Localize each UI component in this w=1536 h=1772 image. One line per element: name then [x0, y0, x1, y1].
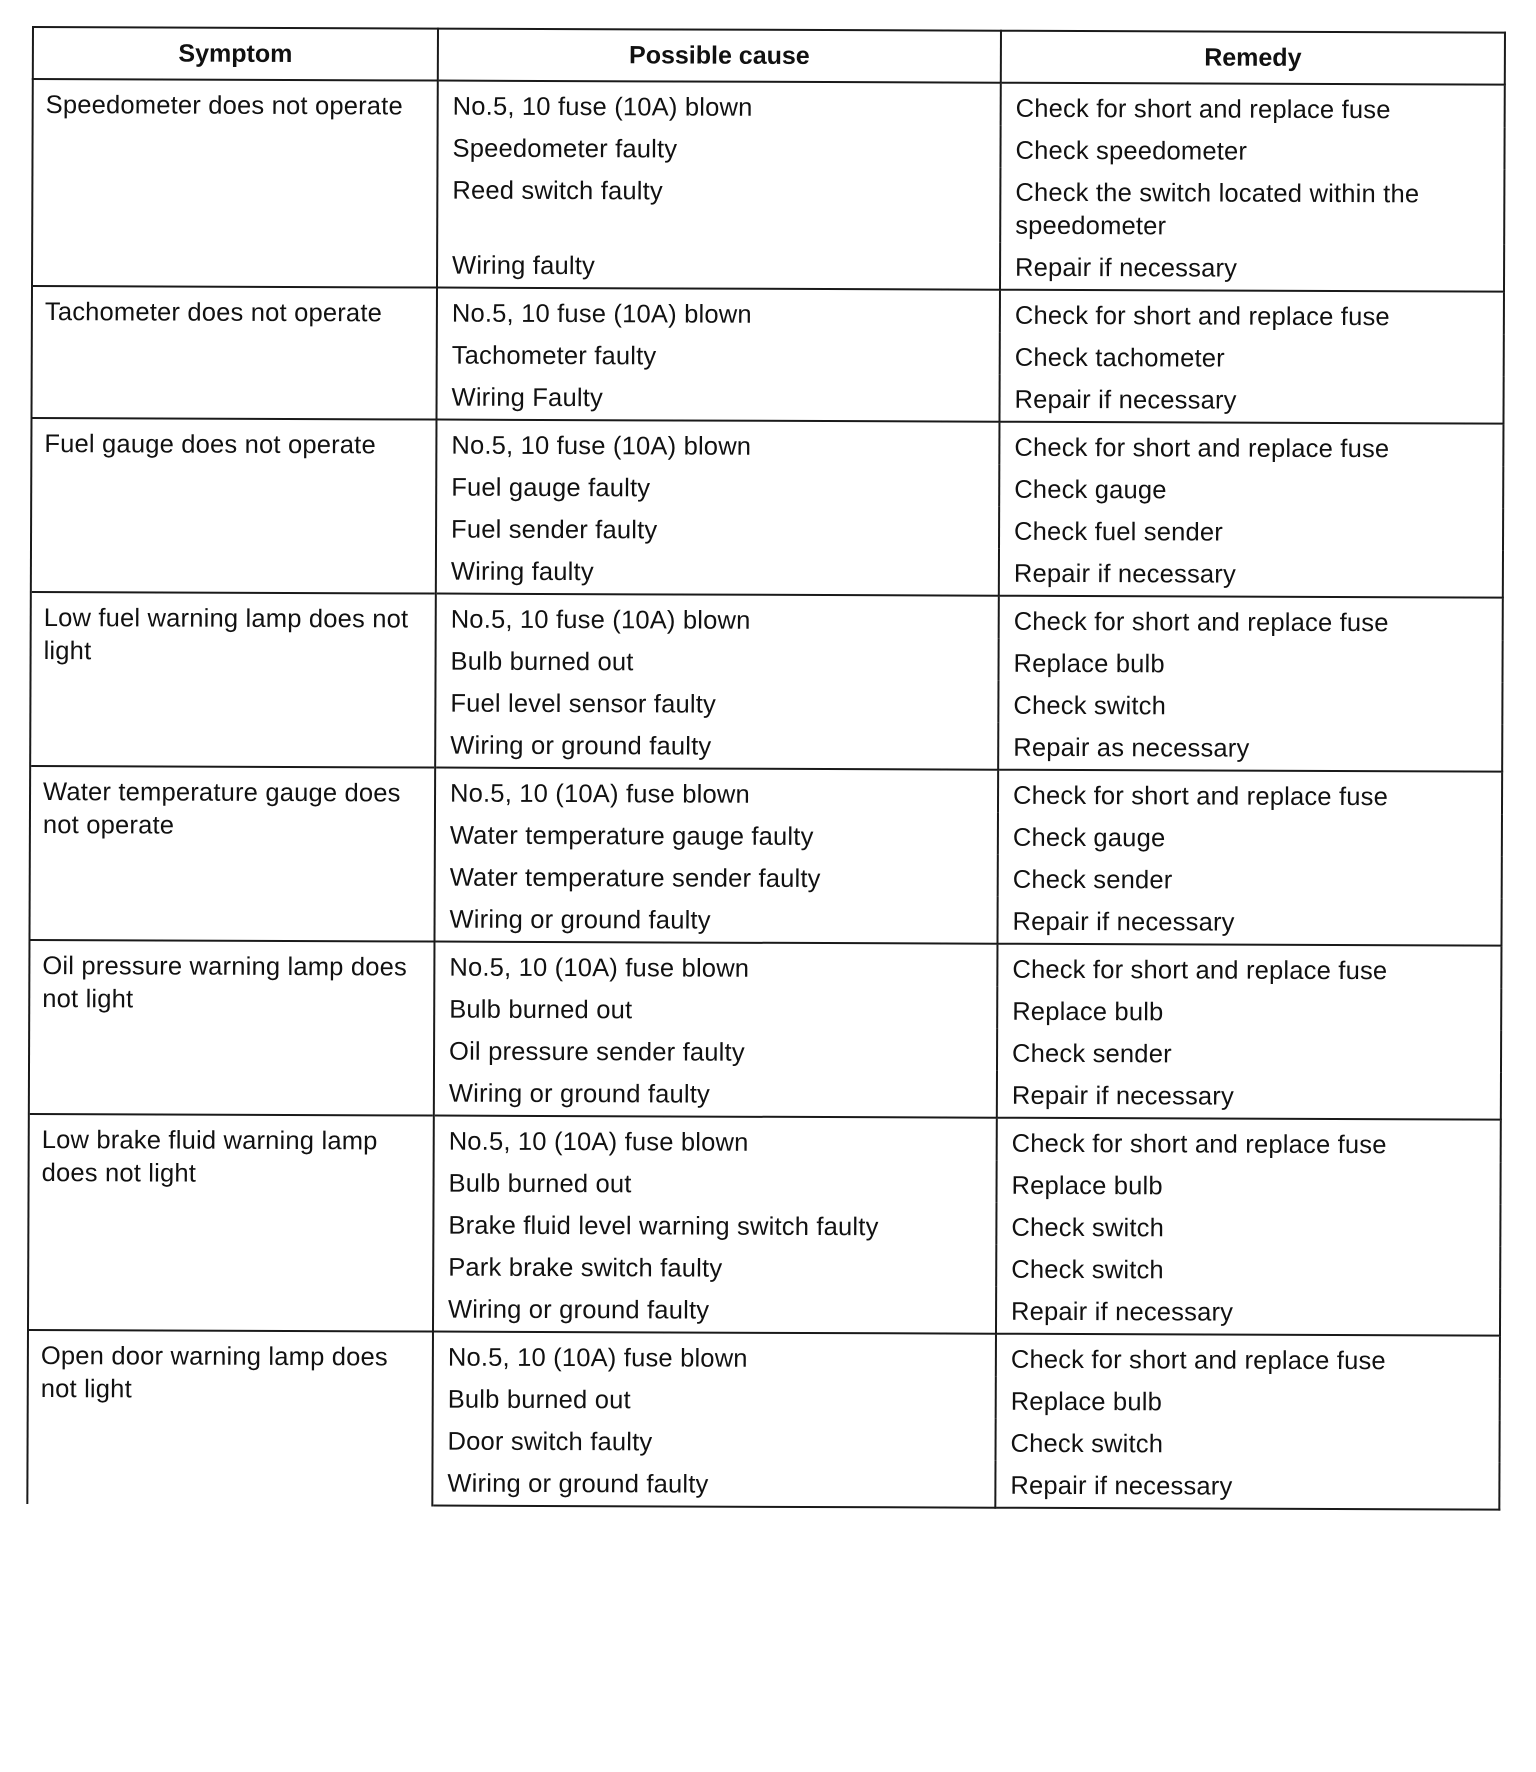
- symptom-cell: Tachometer does not operate: [31, 286, 437, 420]
- remedy-cell: Replace bulb: [998, 639, 1502, 683]
- possible-cause-cell: Fuel sender faulty: [436, 505, 999, 549]
- symptom-cell: Low brake fluid warning lamp does not light: [28, 1114, 434, 1332]
- possible-cause-cell: Speedometer faulty: [437, 124, 1000, 168]
- remedy-cell: Check gauge: [999, 465, 1503, 509]
- table-body: [27, 79, 1504, 1510]
- troubleshooting-table: [26, 26, 1506, 1511]
- remedy-cell: Check the switch located within the speedometer: [1000, 168, 1504, 245]
- remedy-cell: Check for short and replace fuse: [996, 1334, 1500, 1379]
- table-row: [28, 1330, 1500, 1379]
- remedy-cell: Replace bulb: [996, 1161, 1500, 1205]
- possible-cause-cell: Water temperature gauge faulty: [435, 811, 998, 855]
- remedy-cell: Check switch: [995, 1419, 1499, 1463]
- possible-cause-cell: No.5, 10 (10A) fuse blown: [433, 1332, 996, 1377]
- remedy-cell: Repair if necessary: [999, 549, 1503, 598]
- possible-cause-cell: Door switch faulty: [433, 1417, 996, 1461]
- table-row: [29, 1114, 1501, 1163]
- possible-cause-cell: Bulb burned out: [433, 1159, 996, 1203]
- table-row: [33, 79, 1505, 128]
- remedy-cell: Repair if necessary: [999, 375, 1503, 424]
- possible-cause-cell: Fuel gauge faulty: [436, 463, 999, 507]
- possible-cause-cell: Bulb burned out: [434, 985, 997, 1029]
- remedy-cell: Repair as necessary: [998, 723, 1502, 772]
- remedy-cell: Check sender: [997, 1029, 1501, 1073]
- remedy-cell: Check sender: [998, 855, 1502, 899]
- remedy-cell: Check for short and replace fuse: [997, 1118, 1501, 1163]
- remedy-cell: Check gauge: [998, 813, 1502, 857]
- remedy-cell: Replace bulb: [996, 1377, 1500, 1421]
- symptom-cell: Oil pressure warning lamp does not light: [29, 940, 435, 1116]
- remedy-cell: Check switch: [996, 1245, 1500, 1289]
- possible-cause-cell: No.5, 10 fuse (10A) blown: [438, 81, 1001, 126]
- possible-cause-cell: No.5, 10 fuse (10A) blown: [437, 288, 1000, 333]
- possible-cause-cell: Reed switch faulty: [437, 166, 1000, 243]
- symptom-cell: Open door warning lamp does not light: [27, 1330, 433, 1506]
- remedy-cell: Repair if necessary: [995, 1461, 1499, 1510]
- remedy-cell: Check tachometer: [1000, 333, 1504, 377]
- remedy-cell: Check for short and replace fuse: [999, 596, 1503, 641]
- symptom-cell: Low fuel warning lamp does not light: [30, 592, 436, 768]
- possible-cause-cell: Wiring or ground faulty: [432, 1459, 995, 1508]
- possible-cause-cell: No.5, 10 (10A) fuse blown: [434, 1116, 997, 1161]
- remedy-cell: Repair if necessary: [997, 1071, 1501, 1120]
- remedy-cell: Repair if necessary: [1000, 243, 1504, 292]
- remedy-cell: Replace bulb: [997, 987, 1501, 1031]
- table-row: [31, 418, 1503, 467]
- symptom-cell: Speedometer does not operate: [32, 79, 438, 288]
- possible-cause-cell: No.5, 10 fuse (10A) blown: [436, 594, 999, 639]
- remedy-cell: Check for short and replace fuse: [1000, 290, 1504, 335]
- possible-cause-cell: Bulb burned out: [433, 1375, 996, 1419]
- possible-cause-cell: Water temperature sender faulty: [435, 853, 998, 897]
- possible-cause-cell: Wiring or ground faulty: [433, 1285, 996, 1334]
- table-row: [32, 286, 1504, 335]
- table-row: [31, 592, 1503, 641]
- possible-cause-cell: Fuel level sensor faulty: [435, 679, 998, 723]
- remedy-cell: Check for short and replace fuse: [1001, 83, 1505, 128]
- remedy-cell: Repair if necessary: [997, 897, 1501, 946]
- table-row: [29, 940, 1501, 989]
- possible-cause-cell: Bulb burned out: [435, 637, 998, 681]
- possible-cause-cell: Tachometer faulty: [437, 331, 1000, 375]
- remedy-cell: Check for short and replace fuse: [998, 770, 1502, 815]
- symptom-cell: Water temperature gauge does not operate: [29, 766, 435, 942]
- header-remedy: Remedy: [1001, 31, 1505, 85]
- header-row: [33, 27, 1505, 85]
- table-row: [30, 766, 1502, 815]
- remedy-cell: Check fuel sender: [999, 507, 1503, 551]
- remedy-cell: Check switch: [996, 1203, 1500, 1247]
- remedy-cell: Check for short and replace fuse: [999, 422, 1503, 467]
- possible-cause-cell: Wiring or ground faulty: [434, 895, 997, 944]
- possible-cause-cell: No.5, 10 fuse (10A) blown: [436, 420, 999, 465]
- remedy-cell: Check switch: [998, 681, 1502, 725]
- possible-cause-cell: Wiring Faulty: [436, 373, 999, 422]
- possible-cause-cell: No.5, 10 (10A) fuse blown: [434, 942, 997, 987]
- header-possible-cause: Possible cause: [438, 29, 1001, 83]
- possible-cause-cell: Wiring or ground faulty: [434, 1069, 997, 1118]
- remedy-cell: Check for short and replace fuse: [997, 944, 1501, 989]
- remedy-cell: Check speedometer: [1000, 126, 1504, 170]
- possible-cause-cell: No.5, 10 (10A) fuse blown: [435, 768, 998, 813]
- possible-cause-cell: Brake fluid level warning switch faulty: [433, 1201, 996, 1245]
- possible-cause-cell: Oil pressure sender faulty: [434, 1027, 997, 1071]
- possible-cause-cell: Wiring faulty: [436, 547, 999, 596]
- remedy-cell: Repair if necessary: [996, 1287, 1500, 1336]
- symptom-cell: Fuel gauge does not operate: [31, 418, 437, 594]
- possible-cause-cell: Park brake switch faulty: [433, 1243, 996, 1287]
- table-header: [33, 27, 1505, 85]
- header-symptom: Symptom: [33, 27, 438, 81]
- possible-cause-cell: Wiring faulty: [437, 241, 1000, 290]
- possible-cause-cell: Wiring or ground faulty: [435, 721, 998, 770]
